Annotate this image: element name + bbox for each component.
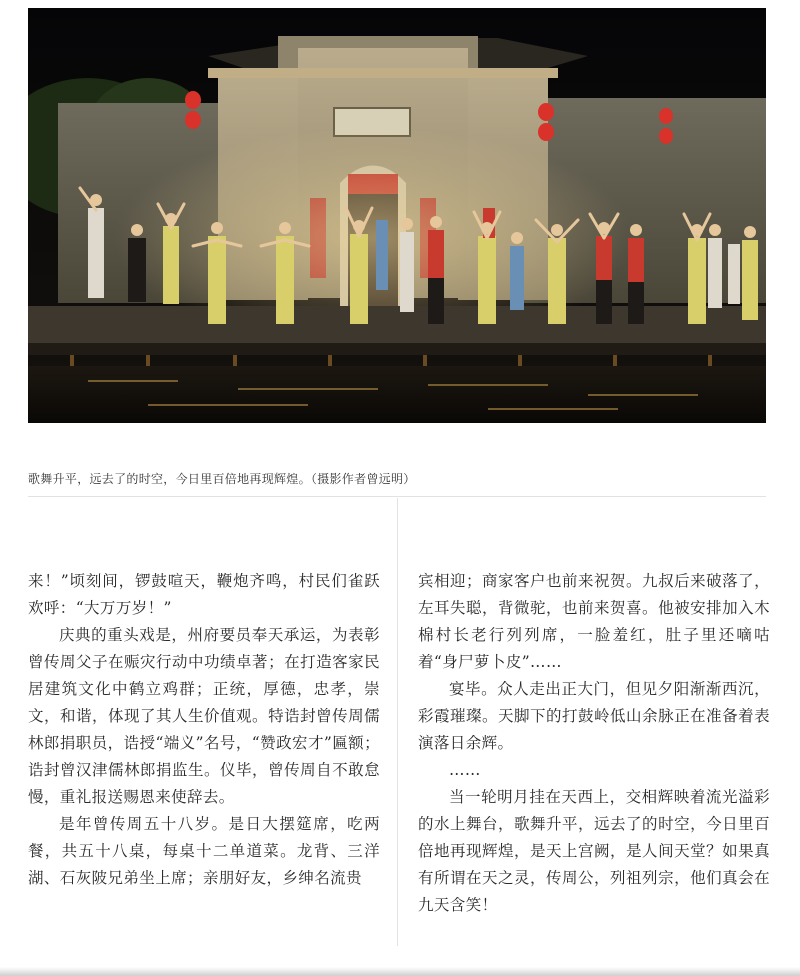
paragraph: 是年曾传周五十八岁。是日大摆筵席，吃两餐，共五十八桌，每桌十二单道菜。龙背、三洋湖、石灰陂兄弟坐上席；亲朋好友，乡绅名流贵 <box>28 815 380 887</box>
column-divider <box>397 498 398 946</box>
paragraph: …… <box>449 761 481 779</box>
stage-scene-illustration <box>28 8 766 423</box>
article-right-column <box>418 568 770 919</box>
bottom-rule <box>0 967 800 976</box>
divider-horizontal <box>28 496 766 497</box>
paragraph: 当一轮明月挂在天西上，交相辉映着流光溢彩的水上舞台，歌舞升平，远去了的时空，今日里百倍地再现辉煌，是天上宫阙，是人间天堂？如果真有所谓在天之灵，传周公，列祖列宗，他们真会在九天含笑！ <box>418 788 770 914</box>
article-left-column <box>28 568 380 892</box>
paragraph: 宾相迎；商家客户也前来祝贺。九叔后来破落了，左耳失聪，背微驼，也前来贺喜。他被安排加入木棉村长老行列列席，一脸羞红，肚子里还嘀咕着“身尸萝卜皮”…… <box>418 572 770 671</box>
paragraph: 庆典的重头戏是，州府要员奉天承运，为表彰曾传周父子在赈灾行动中功绩卓著；在打造客家民居建筑文化中鹤立鸡群；正统，厚德，忠孝，崇文，和谐，体现了其人生价值观。特诰封曾传周儒林郎捐职员，诰授“端义”名号，“赞政宏才”匾额；诰封曾汉津儒林郎捐监生。仪毕，曾传周自不敢怠慢，重礼报送赐恩来使辞去。 <box>28 626 380 806</box>
paragraph: 来！”顷刻间，锣鼓喧天，鞭炮齐鸣，村民们雀跃欢呼：“大万万岁！” <box>28 572 380 617</box>
performance-photo <box>28 8 766 423</box>
paragraph: 宴毕。众人走出正大门，但见夕阳渐渐西沉，彩霞璀璨。天脚下的打鼓岭低山余脉正在准备着表演落日余辉。 <box>418 680 770 752</box>
photo-caption: 歌舞升平，远去了的时空，今日里百倍地再现辉煌。（摄影作者曾远明） <box>28 472 416 486</box>
